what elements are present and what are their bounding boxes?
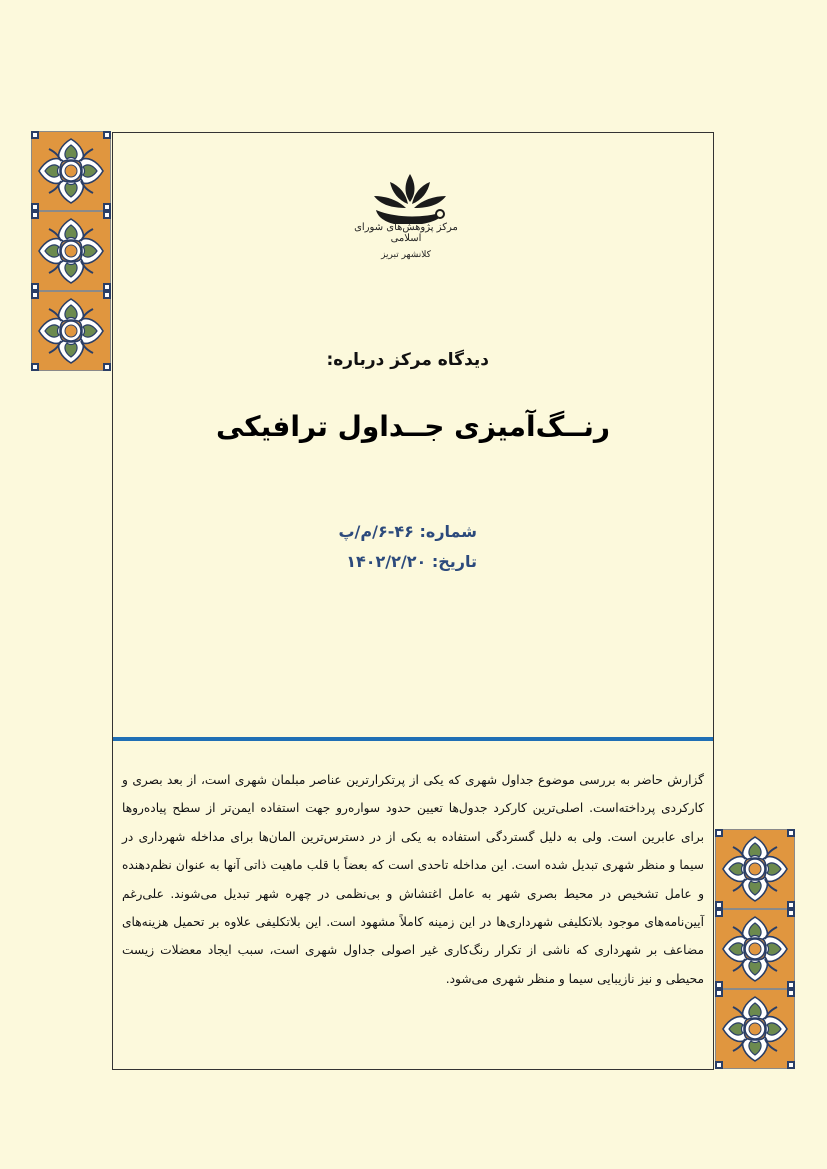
page-title: رنــگ‌آمیزی جــداول ترافیکی: [215, 410, 611, 443]
report-number: شماره: ۴۶-۶/م/پ: [338, 522, 477, 541]
pre-title: دیدگاه مرکز درباره:: [326, 350, 489, 370]
decorative-tile-strip-left: [31, 131, 111, 371]
ornament-tile-icon: [715, 909, 795, 989]
ornament-tile-icon: [715, 829, 795, 909]
decorative-tile-strip-right: [715, 829, 795, 1069]
ornament-tile-icon: [715, 989, 795, 1069]
logo-caption: [352, 222, 460, 260]
section-divider: [113, 737, 713, 741]
ornament-tile-icon: [31, 291, 111, 371]
ornament-tile-icon: [31, 131, 111, 211]
ornament-tile-icon: [31, 211, 111, 291]
logo-line-2: کلانشهر تبریز: [381, 250, 431, 260]
logo-line-1: مرکز پژوهش‌های شورای اسلامی: [354, 222, 458, 244]
abstract-paragraph: گزارش حاضر به بررسی موضوع جداول شهری که یکی از پرتکرارترین عناصر مبلمان شهری است، از بعد بصری و کارکردی پرداخته‌است. اصلی‌ترین کارکرد جدول‌ها تعیین حدود سواره‌رو جهت استفاده ایمن‌تر از سطح پیاده‌روها برای عابرین است. ولی به دلیل گستردگی استفاده به یکی از در دسترس‌ترین المان‌ها برای مداخله شهرداری در سیما و منظر شهری تبدیل شده است. این مداخله تاحدی است که بعضاً با قلب ماهیت ذاتی آنها به عنوان نظم‌دهنده و عامل تشخیص در محیط بصری شهر به عامل اغتشاش و بی‌نظمی در چهره شهر تبدیل می‌شوند. علی‌رغم آیین‌نامه‌های موجود بلاتکلیفی شهرداری‌ها در این زمینه کاملاً مشهود است. این بلاتکلیفی علاوه بر تحمیل هزینه‌های مضاعف بر شهرداری که ناشی از تکرار رنگ‌کاری غیر اصولی جداول شهری است، سبب ایجاد معضلات زیست محیطی و نیز نازیبایی سیما و منظر شهری می‌شود.: [122, 773, 704, 986]
report-date: تاریخ: ۱۴۰۲/۲/۲۰: [346, 552, 477, 571]
